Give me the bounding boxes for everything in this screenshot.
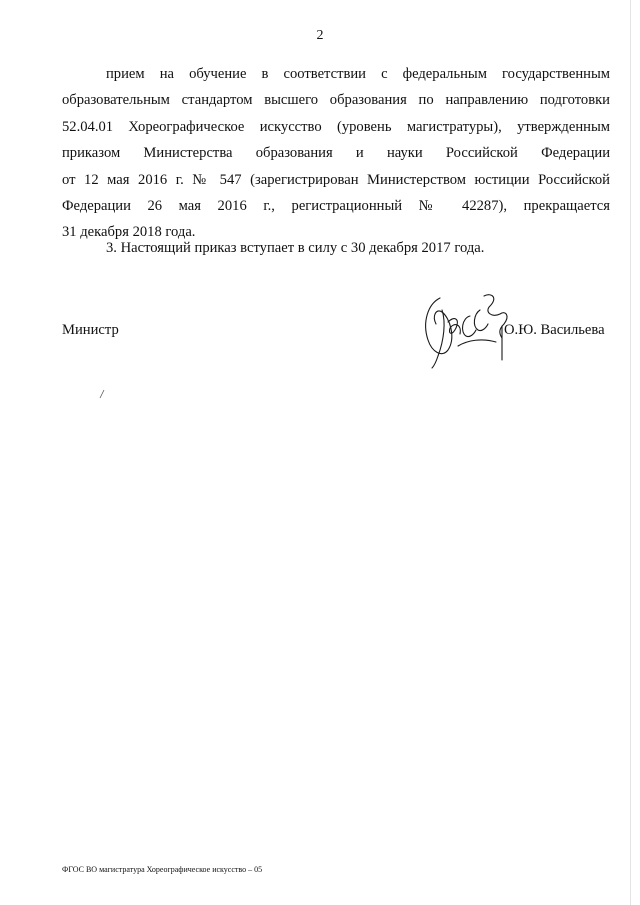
paragraph-termination-clause [62,61,610,246]
paragraph-line: приказом Министерства образования и науки Российской Федерации [62,145,610,162]
paragraph-line: Федерации 26 мая 2016 г., регистрационный № 42287), прекращается [62,198,610,215]
scan-edge-line [630,0,631,905]
page-number: 2 [316,28,324,43]
paragraph-line: 52.04.01 Хореографическое искусство (уровень магистратуры), утвержденным [62,118,610,135]
handwritten-signature [418,288,518,370]
paragraph-line: от 12 мая 2016 г. № 547 (зарегистрирован Министерством юстиции Российской [62,171,610,188]
paragraph-line: образовательным стандартом высшего образования по направлению подготовки [62,92,610,109]
paragraph-line: 31 декабря 2018 года. [62,224,196,241]
signatory-name: О.Ю. Васильева [504,322,605,338]
paragraph-line: прием на обучение в соответствии с федеральным государственным [106,66,610,82]
paragraph-effective-date: 3. Настоящий приказ вступает в силу с 30 декабря 2017 года. [106,240,485,256]
signatory-position: Министр [62,322,119,338]
footer-note: ФГОС ВО магистратура Хореографическое искусство – 05 [62,865,263,874]
scan-mark [99,389,105,399]
